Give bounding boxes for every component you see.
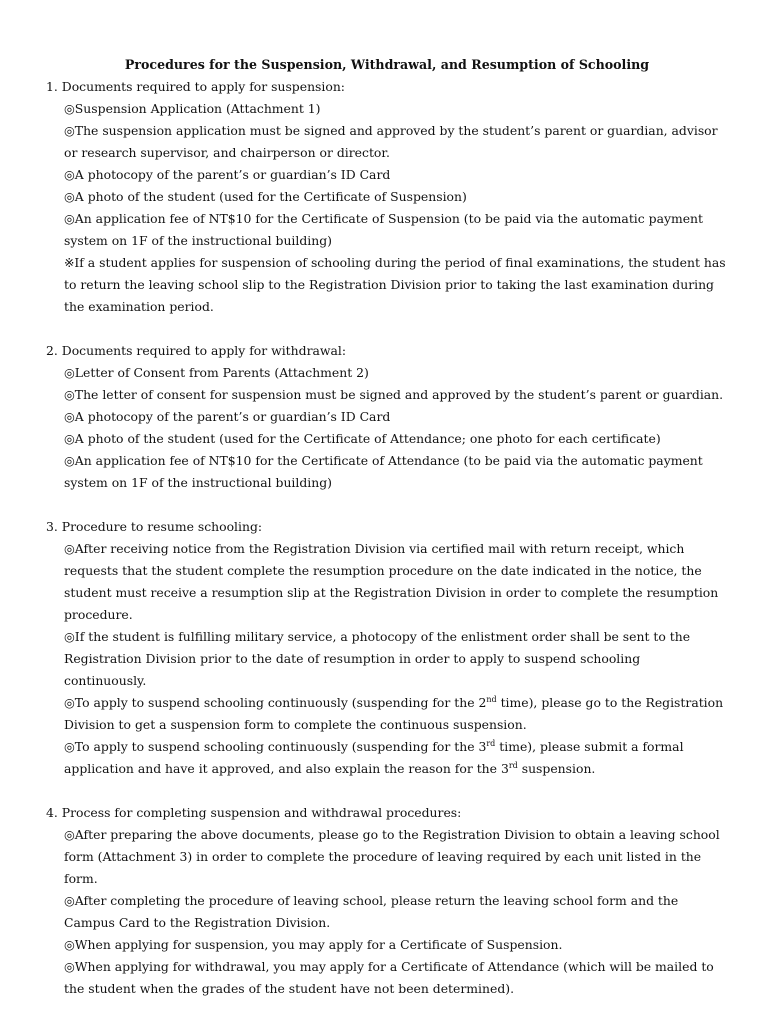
- list-item-text: ◎The suspension application must be signed and approved by the student’s parent or guardian, advisor or research supervisor, and chairperson or director.: [64, 123, 718, 160]
- list-item-text: ◎A photocopy of the parent’s or guardian’s ID Card: [64, 409, 391, 424]
- list-item: [62, 450, 726, 494]
- list-item-text: ◎After receiving notice from the Registration Division via certified mail with return receipt, which requests that the student complete the resumption procedure on the date indicated in the notice, the student must receive a resumption slip at the Registration Division in order to complete the resumption procedure.: [64, 541, 719, 622]
- list-item: [62, 890, 726, 934]
- page-title: Procedures for the Suspension, Withdrawal, and Resumption of Schooling: [124, 57, 650, 72]
- section-heading: 2. Documents required to apply for withdrawal:: [46, 343, 347, 358]
- list-item-text: ◎Suspension Application (Attachment 1): [64, 101, 321, 116]
- list-item: [62, 626, 726, 692]
- section-spacer: [46, 780, 726, 802]
- list-item-text: ◎To apply to suspend schooling continuously (suspending for the 3rd time), please submit a formal application and have it approved, and also explain the reason for the 3rd suspension.: [64, 738, 684, 776]
- list-item-text: ◎If the student is fulfilling military service, a photocopy of the enlistment order shall be sent to the Registration Division prior to the date of resumption in order to apply to suspend schooling continuously.: [64, 629, 691, 688]
- list-item-text: ◎A photo of the student (used for the Certificate of Attendance; one photo for each certificate): [64, 431, 661, 446]
- list-item: [62, 120, 726, 164]
- list-item: [62, 362, 726, 384]
- list-item: [62, 736, 726, 780]
- list-item-text: ◎After preparing the above documents, please go to the Registration Division to obtain a leaving school form (Attachment 3) in order to complete the procedure of leaving required by each unit listed in the form.: [64, 827, 720, 886]
- section-suspension-documents: [46, 76, 726, 318]
- list-item-text: ◎Letter of Consent from Parents (Attachment 2): [64, 365, 369, 380]
- section-resume-schooling: [46, 516, 726, 780]
- list-item-text: ◎An application fee of NT$10 for the Certificate of Suspension (to be paid via the automatic payment system on 1F of the instructional building): [64, 211, 703, 248]
- list-item: [62, 208, 726, 252]
- list-item: [62, 934, 726, 956]
- list-item-text: ◎To apply to suspend schooling continuously (suspending for the 2nd time), please go to the Registration Division to get a suspension form to complete the continuous suspension.: [64, 694, 724, 732]
- list-item: [62, 956, 726, 1000]
- list-item: [62, 186, 726, 208]
- list-item: [62, 384, 726, 406]
- ordinal-suffix: nd: [486, 694, 497, 704]
- list-item: [62, 406, 726, 428]
- list-item: [62, 98, 726, 120]
- list-item-text: ◎When applying for withdrawal, you may apply for a Certificate of Attendance (which will be mailed to the student when the grades of the student have not been determined).: [64, 959, 714, 996]
- list-item-text: ◎A photocopy of the parent’s or guardian’s ID Card: [64, 167, 391, 182]
- list-item: [62, 538, 726, 626]
- section-heading: 1. Documents required to apply for suspension:: [46, 79, 345, 94]
- section-spacer: [46, 494, 726, 516]
- section-heading: 3. Procedure to resume schooling:: [46, 519, 263, 534]
- section-completing-procedures: [46, 802, 726, 1000]
- list-item-text: ◎An application fee of NT$10 for the Certificate of Attendance (to be paid via the automatic payment system on 1F of the instructional building): [64, 453, 703, 490]
- list-item-text: ◎When applying for suspension, you may apply for a Certificate of Suspension.: [64, 937, 563, 952]
- note-item: [62, 252, 726, 318]
- ordinal-suffix: rd: [508, 760, 518, 770]
- section-heading: 4. Process for completing suspension and withdrawal procedures:: [46, 805, 462, 820]
- list-item-text: ◎After completing the procedure of leaving school, please return the leaving school form and the Campus Card to the Registration Division.: [64, 893, 679, 930]
- list-item-text: ◎The letter of consent for suspension must be signed and approved by the student’s parent or guardian.: [64, 387, 724, 402]
- list-item: [62, 692, 726, 736]
- list-item: [62, 428, 726, 450]
- section-spacer: [46, 318, 726, 340]
- list-item: [62, 164, 726, 186]
- section-withdrawal-documents: [46, 340, 726, 494]
- list-item-text: ◎A photo of the student (used for the Certificate of Suspension): [64, 189, 467, 204]
- list-item: [62, 824, 726, 890]
- note-text: ※If a student applies for suspension of schooling during the period of final examinations, the student has to return the leaving school slip to the Registration Division prior to taking the last examination during the examination period.: [64, 255, 726, 314]
- ordinal-suffix: rd: [486, 738, 496, 748]
